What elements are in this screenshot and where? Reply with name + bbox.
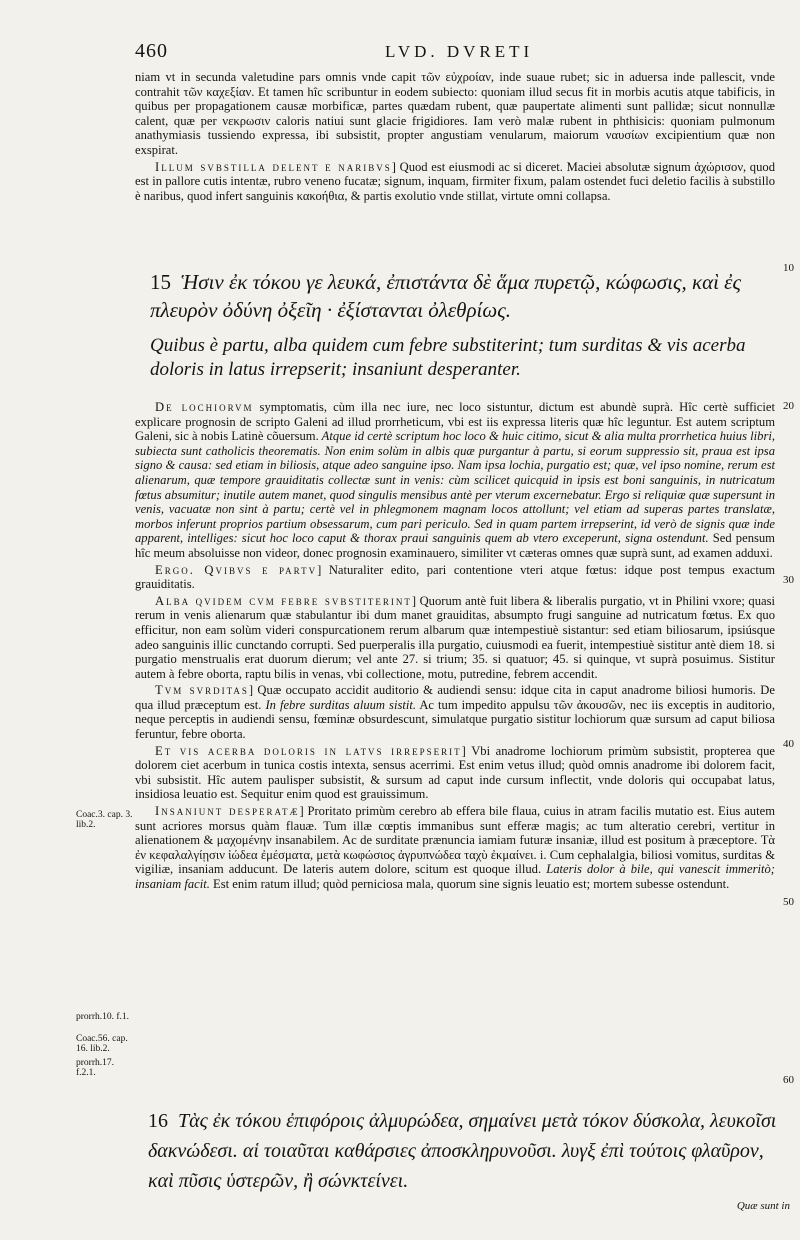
quotation: Atque id certè scriptum hoc loco & huic citimo, sicut & alia multa prorrhetica huius libri, subiecta sunt catholicis theorematis. Non enim solùm in albis quæ purgantur à partu, si eorum suppressio sit, praua est ipsa signo & causa: sed etiam in biliosis, atque adeo sanguine ipso. Nam ipsa lochia, purgatio est; quæ, vel ipso nomine, rerum est alienarum, quæ tempore grauiditatis collectæ sunt in venis: cùm scilicet quicquid in ipsis est boni sanguinis, in nutricatum fœtus absumitur; inutile autem manet, quod singulis mensibus antè per vterum excernebatur. Ergo si reliquiæ quæ supersunt in venis, vacuatæ non sint à partu; certè vel in phlegmonem magnam locos attollunt; vel etiam ad superas partes translatæ, morbos inferunt proprios partium obsessarum, cum pari periculo. Sed in quam partem irrepserint, id verò de signis quæ inde apparent, intelliges: sicut hoc loco caput & thorax praui sanguinis quem ab vtero exceperunt, signa ostendunt.: [135, 429, 776, 546]
running-head: LVD. DVRETI: [385, 42, 534, 61]
lemma: Et vis acerba doloris in latvs irrepserit: [155, 743, 462, 758]
line-number: 60: [783, 1074, 794, 1086]
commentary-paragraph: [135, 563, 775, 592]
commentary-paragraph: [135, 594, 775, 682]
commentary-text: niam vt in secunda valetudine pars omnis vnde capit τῶν εὐχροίαν, inde suaue rubet; sic in aduersa inde pallescit, vnde contrahit τῶν καχεξίαν. Et tamen hîc scribuntur in eodem subiecto: quoniam illud secus fit in morbis acutis atque tabificis, in quibus per propagationem causæ morbificæ, partes quædam rubent, quæ paupertate alimenti sunt pallidæ; sicut nonnullæ calent, quæ per νεκρωσιν caloris natiui sunt glacie frigidiores. Iam verò malæ rubent in phthisicis: quoniam pulmonum anathymiasis tussiendo expressa, ibi subsistit, propter angustiam venularum, maiorum ναυσίων excipientium quæ non exspirat.: [135, 70, 775, 157]
commentary-text: ] Quod est eiusmodi ac si diceret. Maciei absolutæ signum ἀχώρισον, quod est in pallore cutis intentæ, rubro veneno fucatæ; signum, inquam, firmiter fixum, palam ostendet fuci deletio facilis à substillo è naribus, quod infert sanguinis κακοήθια, & partis exolutio vnde stillat, virtute omni collapsa.: [135, 159, 775, 203]
line-number: 20: [783, 400, 794, 412]
lemma: Alba qvidem cvm febre svbstiterint: [155, 593, 412, 608]
lemma: De lochiorvm: [155, 400, 254, 414]
top-commentary: [135, 70, 775, 205]
commentary-text: symptomatis, cùm illa nec iure, nec loco sistuntur, dictum est abundè suprà. Hîc certè sufficiet explicare prognosin de scripto Galeni ad illud prorrheticum, vbi est iis expressa literis quæ hîc leguntur. Est autem scriptum Galeni, sic à nobis Latinè cõuersum.: [135, 400, 775, 444]
marginal-note: prorrh.17. f.2.1.: [76, 1058, 114, 1078]
marginal-note: prorrh.10. f.1.: [76, 1012, 130, 1022]
aphorism-number: 15: [150, 270, 171, 294]
commentary-paragraph: [135, 70, 775, 158]
marginal-note: Coac.3. cap. 3. lib.2.: [76, 810, 133, 830]
catchword: Quæ sunt in: [736, 1200, 790, 1212]
page-number: 460: [135, 40, 168, 62]
marginal-note: Coac.56. cap. 16. lib.2.: [76, 1034, 128, 1054]
line-number: 40: [783, 738, 794, 750]
commentary-text: ] Naturaliter edito, pari contentione vteri atque fœtus: idque post tempus exactum grauiditatis.: [135, 562, 776, 592]
commentary-text: Sed pensum hîc meum absoluisse non videor, donec prognosin examinauero, similiter vt cæteras omnes quæ suprà sunt, ad examen adduxi.: [135, 531, 775, 560]
page-header: [135, 40, 775, 66]
commentary-paragraph: [135, 400, 775, 561]
commentary-paragraph: [135, 744, 775, 802]
aphorism-latin: Quibus è partu, alba quidem cum febre substiterint; tum surditas & vis acerba doloris in latus irrepserit; insaniunt desperanter.: [150, 335, 746, 380]
commentary-paragraph: [135, 683, 775, 741]
line-number: 10: [783, 262, 794, 274]
lemma: Insaniunt desperatæ: [155, 804, 300, 819]
commentary-paragraph: [135, 160, 775, 204]
commentary-text: ] Quæ occupato accidit auditorio & audiendi sensu: idque cita in caput anadrome biliosi humoris. De qua illud præceptum est.: [135, 683, 775, 712]
commentary-text: ] Quorum antè fuit libera & liberalis purgatio, vt in Philini vxore; quasi rerum in venis alienarum quæ stabulantur ibi dum manet grauiditas, absumpto frugi sanguine ad nutricatum fœtus. Ex quo efficitur, non eam solùm videri conspurcationem rerum albarum quæ intempestiuè sistantur: sed etiam biliosarum, ipsiúsque adeo sanguinis illic cunctando corrupti. Sed puerperalis illa purgatio, cuiusmodi ea fuerit, intempestiuè sistitur antè diem 18. si purgatio menstrualis erat duorum dierum; vel ante 27. si trium; 35. si quatuor; 45. si quinque, vt suprà posuimus. Sistitur autem à febre oborta, raptu bilis in venas, vbi collectione, motu, putredine, febrem accendit.: [135, 593, 775, 681]
commentary-text: Est enim ratum illud; quòd perniciosa mala, quorum sine signis leuatio est; mortem subesse ostendunt.: [209, 877, 730, 891]
lemma: Ergo. Qvibvs e partv: [155, 562, 318, 577]
aphorism-greek: [148, 1106, 778, 1196]
commentary-paragraph: [135, 804, 775, 892]
line-number: 30: [783, 574, 794, 586]
greek-text: Τὰς ἐκ τόκου ἐπιφόροις ἀλμυρώδεα, σημαίνει μετὰ τόκον δύσκολα, λευκοῖσι δακνώδεσι. αἱ τοιαῦται καθάρσιες ἀποσκληρυνοῦσι. λυγξ ἐπὶ τούτοις φλαῦρον, καὶ πῦσις ὑστερῶν, ἢ σώνκτείνει.: [148, 1110, 777, 1192]
commentary-text: ] Proritato primùm cerebro ab effera bile flaua, cuius in atram facilis mutatio est. Eius autem sunt acriores morsus quàm flauæ. Tum illæ cœptis immanibus sunt efferæ magis; ac tum alteratio cerebri, vertitur in alienationem & μαχομένην insanabilem. Ac de surditate prænuncia iamiam futuræ insaniæ, illud est positum à præceptore. Τὰ ἐν κεφαλαλγίῃσιν ἰώδεα ἐμέσματα, μετὰ κωφώσιος ἀγρυπνώδεα ταχὺ ἐκμαίνει. i. Cum cephalalgia, biliosi vomitus, surditas & vigiliæ, insaniam adducunt. De lateris autem dolore, scitum est quoque illud.: [135, 804, 775, 877]
commentary-text: Ac tum impedito appulsu τῶν ἀκουσῶν, nec iis exceptis in auditorio, neque perceptis in audiendi sensu, fœminæ obsurdescunt, simulatque purgatio sistitur lochiorum quæ sursum ad caput biliosa feruntur, febre oborta.: [135, 697, 775, 742]
aphorism-number: 16: [148, 1110, 168, 1132]
lemma: Illum svbstilla delent e naribvs: [155, 159, 392, 174]
quotation: Lateris dolor à bile, qui vanescit immeritò; insaniam facit.: [135, 862, 775, 891]
line-number: 50: [783, 896, 794, 908]
aphorism-greek: [150, 268, 780, 324]
lemma: Tvm svrditas: [155, 683, 249, 698]
main-commentary: [135, 400, 775, 894]
greek-text: Ἡσιν ἐκ τόκου γε λευκά, ἐπιστάντα δὲ ἅμα πυρετῷ, κώφωσις, καὶ ἐς πλευρὸν ὀδύνη ὀξεῖη · ἐξίστανται ὀλεθρίως.: [150, 270, 741, 322]
quotation: In febre surditas aluum sistit.: [261, 697, 416, 712]
commentary-text: ] Vbi anadrome lochiorum primùm subsistit, propterea que dolorem ciet acerbum in tunica costis intexta, sensus acerrimi. Est enim vetus illud; quòd omnis anadrome ibi dolorem facit, vbi subsistit. Hîc autem paulisper subsistit, & sursum ad caput inde cursum inflectit, vnde doloris qui occupabat latus, insidiosa leuatio est. Sequitur enim quod est grauissimum.: [135, 743, 775, 802]
